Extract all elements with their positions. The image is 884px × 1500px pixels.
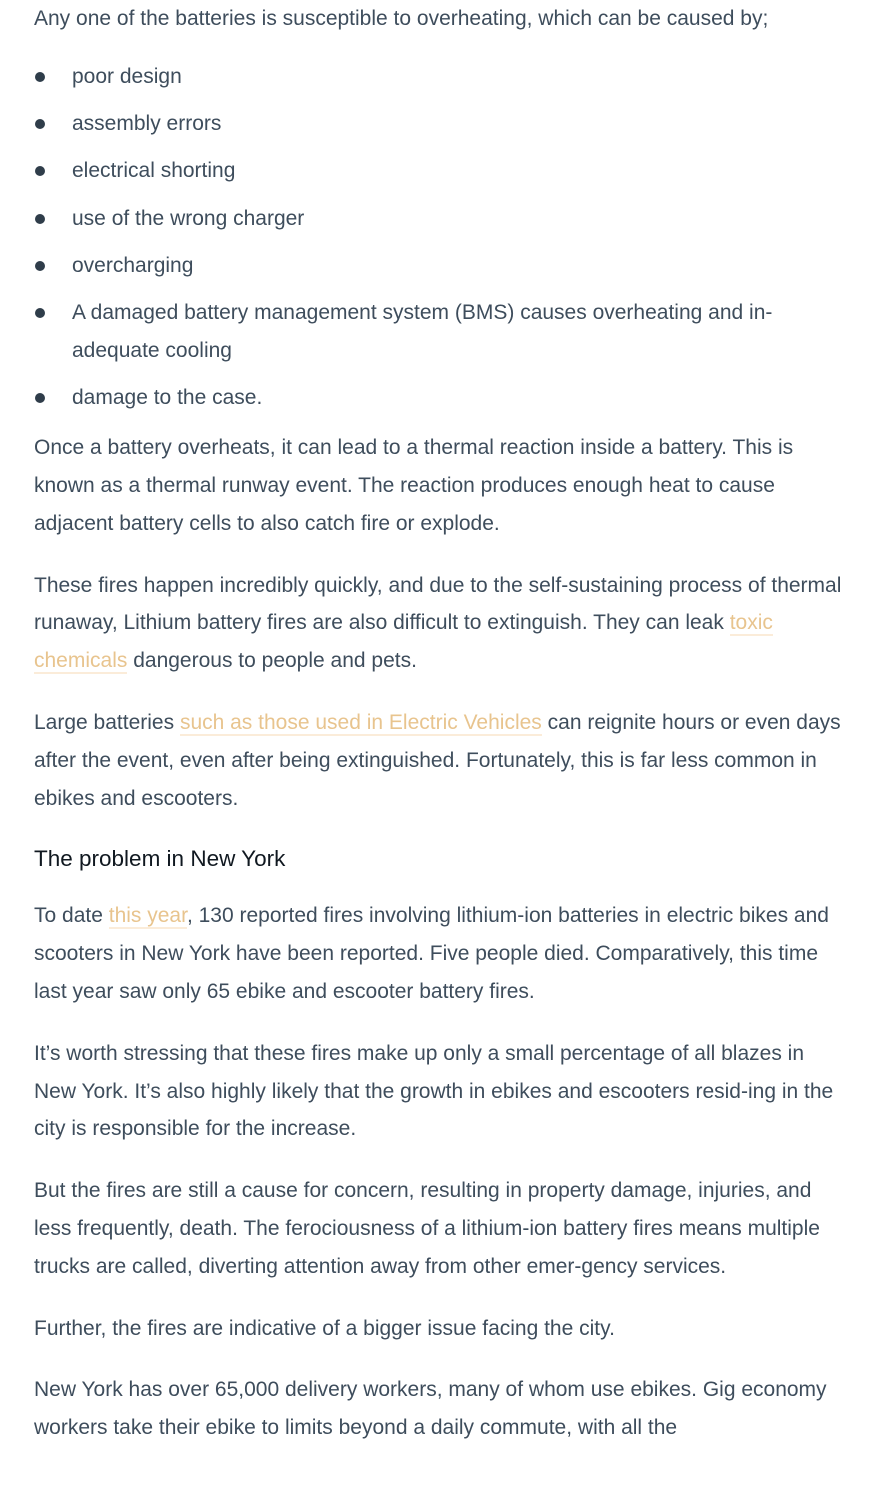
electric-vehicles-link[interactable]: such as those used in Electric Vehicles [179, 710, 542, 734]
section-heading: The problem in New York [34, 846, 286, 872]
overheating-causes-list [34, 58, 849, 417]
stress-paragraph: It’s worth stressing that these fires make up only a small percentage of all blazes in New York. It’s also highly likely that the growth in ebikes and escooters resid-ing in the city is responsible for the increase. [34, 1041, 834, 1141]
delivery-workers-paragraph: New York has over 65,000 delivery workers, many of whom use ebikes. Gig economy workers take their ebike to limits beyond a daily commute, with all the [34, 1378, 827, 1440]
large-batteries-paragraph: Large batteries such as those used in Electric Vehicles can reignite hours or even days after the event, even after being extinguished. Fortunately, this is far less common in ebikes and escooters. [34, 710, 841, 810]
list-item: assembly errors [34, 105, 849, 143]
list-item: electrical shorting [34, 152, 849, 190]
toxic-chemicals-link[interactable]: toxic chemicals [34, 611, 773, 673]
bullet-icon [35, 261, 45, 271]
bullet-icon [35, 214, 45, 224]
bullet-icon [35, 308, 45, 318]
list-item: damage to the case. [34, 379, 849, 417]
to-date-paragraph: To date this year, 130 reported fires involving lithium-ion batteries in electric bikes and scooters in New York have been reported. Five people died. Comparatively, this time last year saw only 65 ebike and escooter battery fires. [34, 904, 829, 1003]
list-item: overcharging [34, 247, 849, 285]
thermal-runaway-paragraph: Once a battery overheats, it can lead to a thermal reaction inside a battery. This is known as a thermal runway event. The reaction produces enough heat to cause adjacent battery cells to also catch fire or explode. [34, 436, 794, 535]
bullet-icon [35, 72, 45, 82]
bullet-icon [35, 393, 45, 403]
further-paragraph: Further, the fires are indicative of a bigger issue facing the city. [34, 1316, 615, 1340]
article-body [34, 0, 849, 1447]
intro-paragraph: Any one of the batteries is susceptible to overheating, which can be caused by; [34, 7, 769, 30]
bullet-icon [35, 166, 45, 176]
list-item: A damaged battery management system (BMS) causes overheating and in-adequate cooling [34, 294, 849, 370]
fires-paragraph: These fires happen incredibly quickly, and due to the self-sustaining process of thermal runaway, Lithium battery fires are also difficult to extinguish. They can leak toxic chemicals dangerous to people and pets. [34, 573, 842, 673]
concern-paragraph: But the fires are still a cause for concern, resulting in property damage, injuries, and less frequently, death. The ferociousness of a lithium-ion battery fires means multiple trucks are called, diverting attention away from other emer-gency services. [34, 1179, 820, 1278]
bullet-icon [35, 119, 45, 129]
this-year-link[interactable]: this year [108, 904, 187, 928]
list-item: use of the wrong charger [34, 200, 849, 238]
list-item: poor design [34, 58, 849, 96]
